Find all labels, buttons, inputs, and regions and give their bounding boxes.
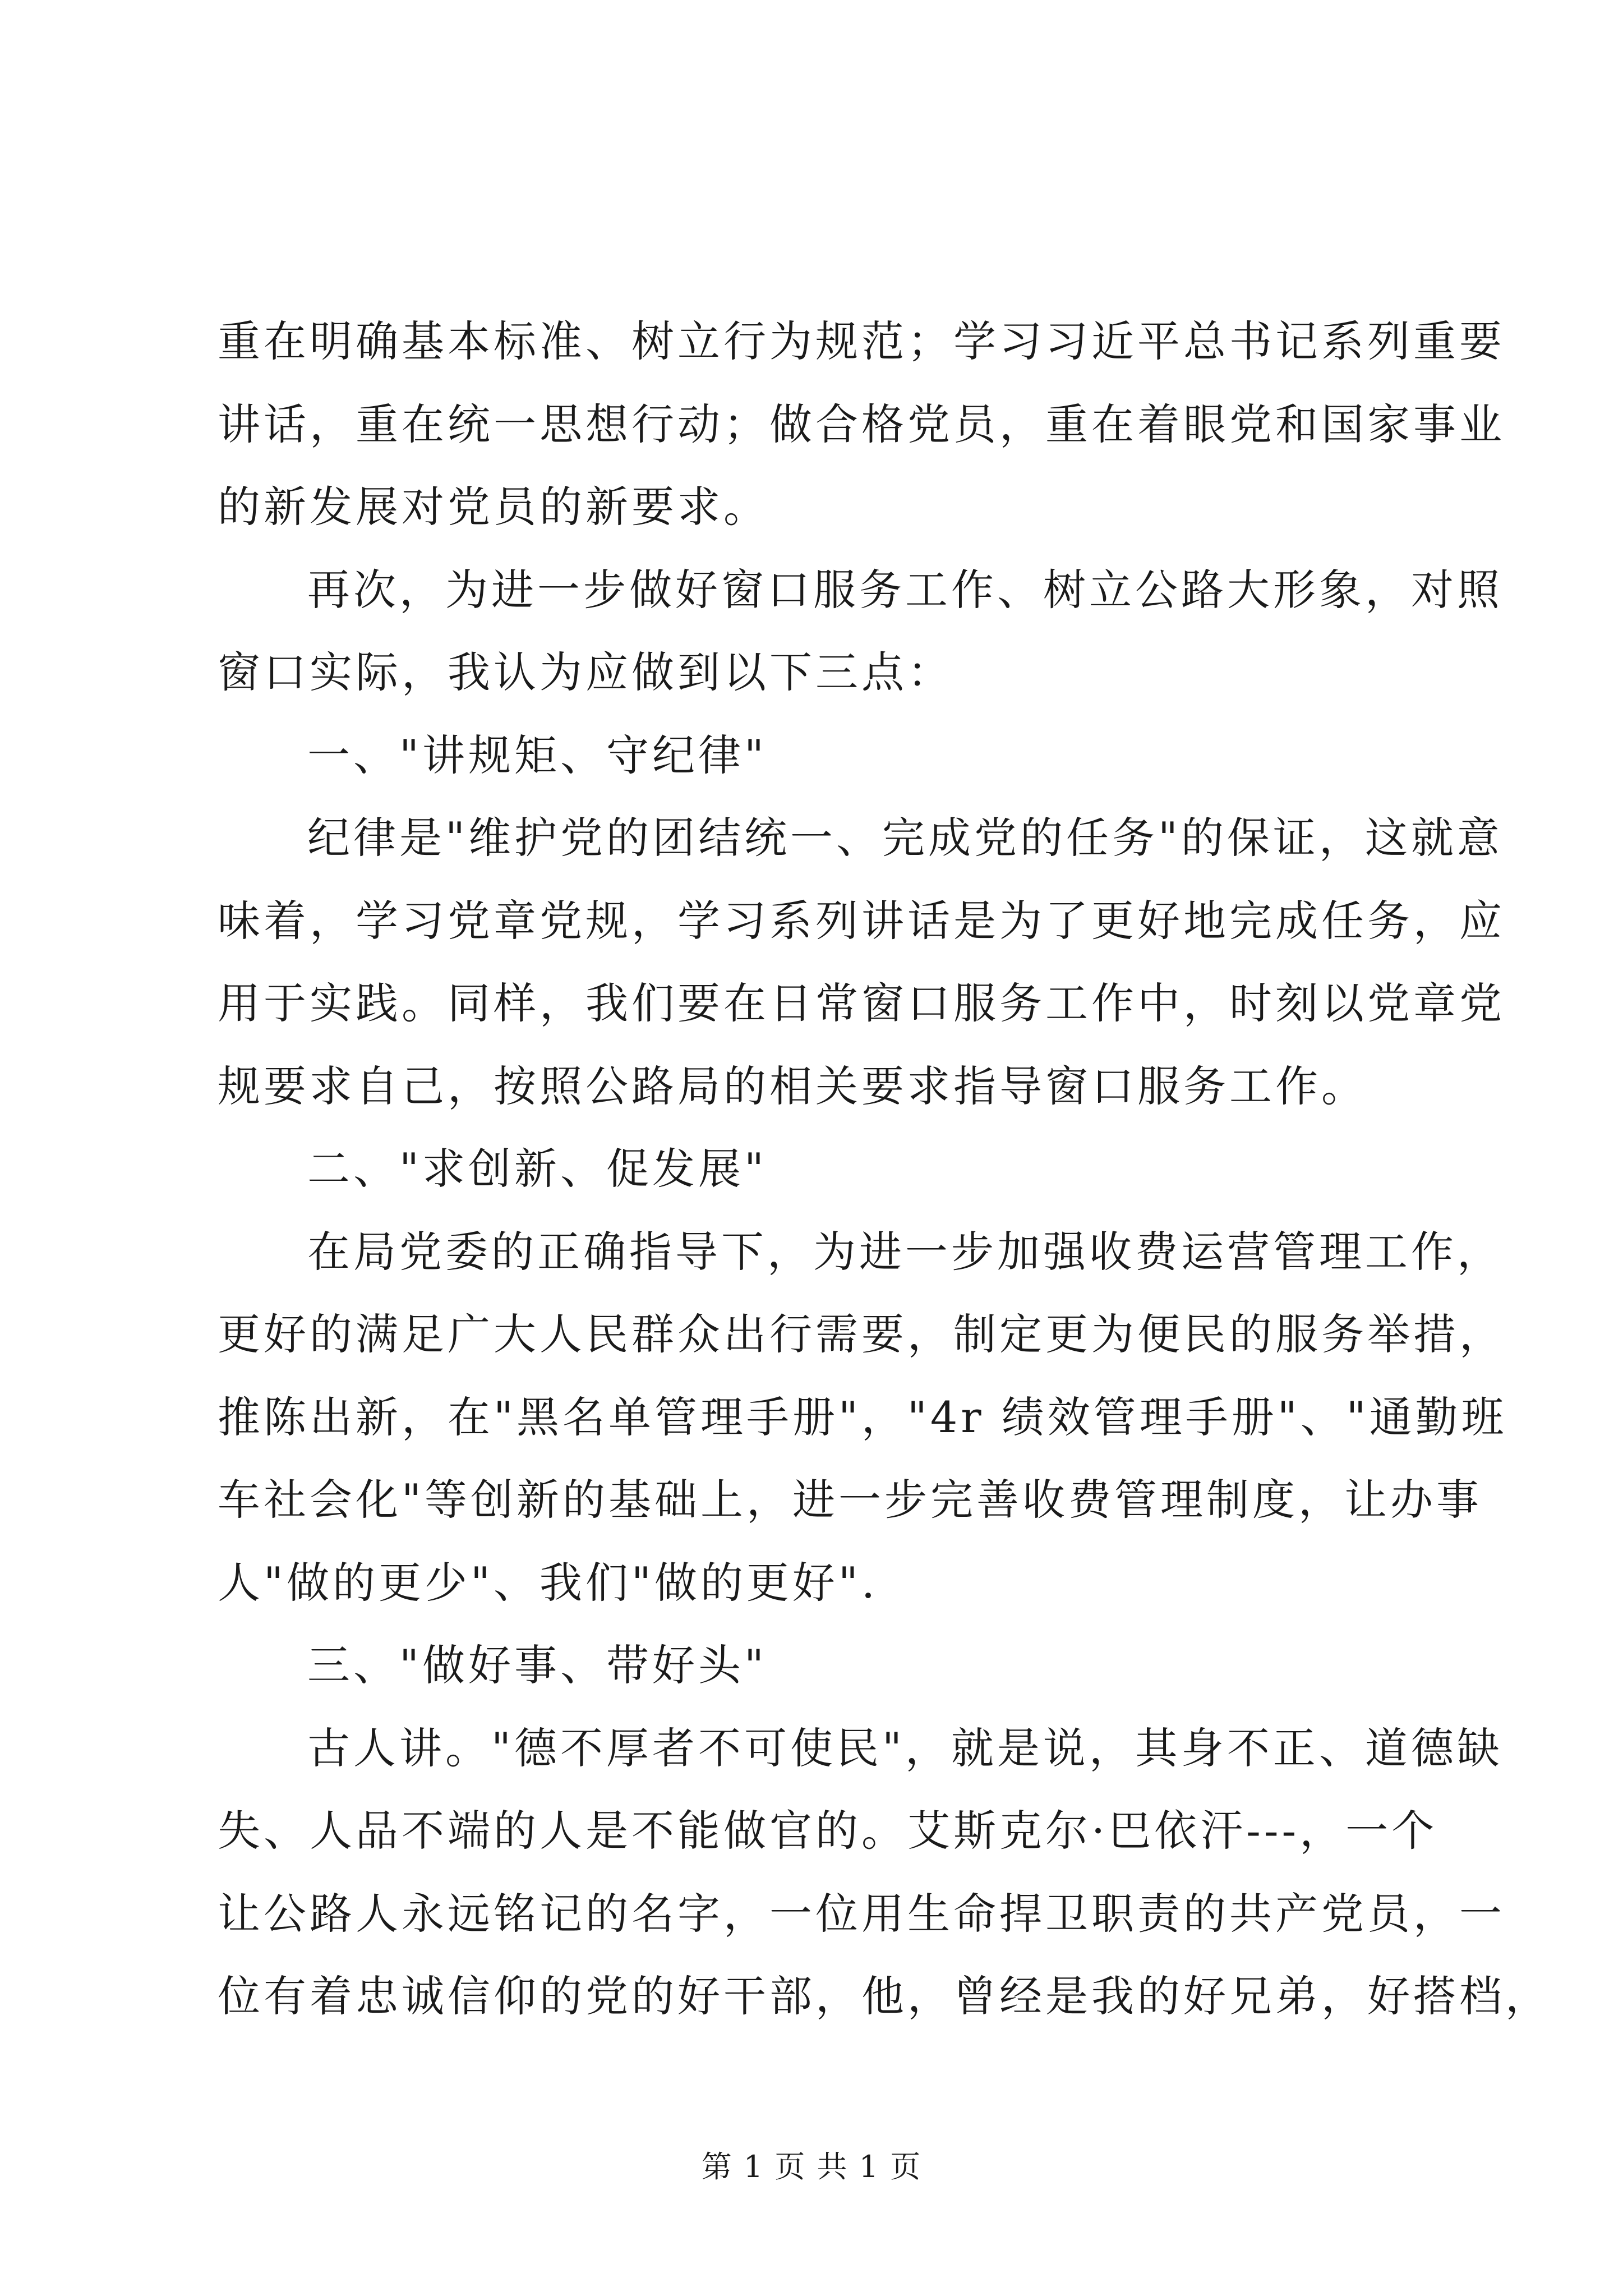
text-line: 窗口实际，我认为应做到以下三点： (218, 647, 953, 697)
text-line: 的新发展对党员的新要求。 (218, 482, 769, 532)
section-heading-3: 三、"做好事、带好头" (307, 1640, 767, 1690)
section-heading-2: 二、"求创新、促发展" (307, 1144, 767, 1194)
section-heading-1: 一、"讲规矩、守纪律" (307, 730, 767, 780)
text-line: 规要求自己，按照公路局的相关要求指导窗口服务工作。 (218, 1061, 1367, 1111)
paragraph-first-line: 在局党委的正确指导下，为进一步加强收费运营管理工作， (307, 1226, 1503, 1277)
paragraph-first-line: 古人讲。"德不厚者不可使民"，就是说，其身不正、道德缺 (307, 1723, 1503, 1773)
document-body (218, 300, 1551, 2038)
text-line: 车社会化"等创新的基础上，进一步完善收费管理制度，让办事 (218, 1475, 1482, 1525)
text-line: 讲话，重在统一思想行动；做合格党员，重在着眼党和国家事业 (218, 399, 1505, 449)
text-line: 人"做的更少"、我们"做的更好". (218, 1557, 878, 1608)
text-line: 让公路人永远铭记的名字，一位用生命捍卫职责的共产党员，一 (218, 1888, 1505, 1939)
text-line: 位有着忠诚信仰的党的好干部，他，曾经是我的好兄弟，好搭档， (218, 1971, 1551, 2021)
text-line: 失、人品不端的人是不能做官的。艾斯克尔·巴依汗---，一个 (218, 1806, 1438, 1856)
text-line: 用于实践。同样，我们要在日常窗口服务工作中，时刻以党章党 (218, 978, 1505, 1028)
text-line: 推陈出新，在"黑名单管理手册"，"4r 绩效管理手册"、"通勤班 (218, 1392, 1507, 1442)
paragraph-first-line: 纪律是"维护党的团结统一、完成党的任务"的保证，这就意 (307, 813, 1503, 863)
page-footer: 第 1 页 共 1 页 (701, 2149, 922, 2184)
paragraph-first-line: 再次，为进一步做好窗口服务工作、树立公路大形象，对照 (307, 564, 1503, 615)
text-line: 重在明确基本标准、树立行为规范；学习习近平总书记系列重要 (218, 316, 1505, 366)
text-line: 味着，学习党章党规，学习系列讲话是为了更好地完成任务，应 (218, 895, 1505, 946)
text-line: 更好的满足广大人民群众出行需要，制定更为便民的服务举措， (218, 1309, 1505, 1359)
